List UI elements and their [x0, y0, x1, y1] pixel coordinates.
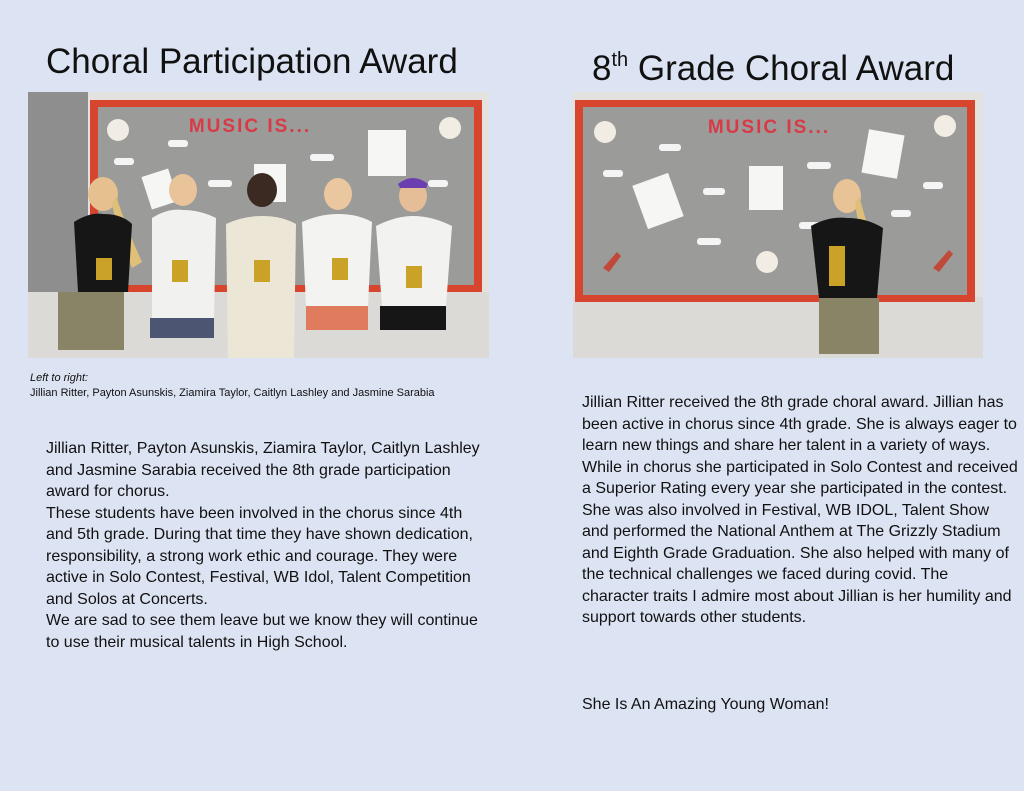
paragraph: Jillian Ritter received the 8th grade choral award. Jillian has been active in chorus since 4th grade. She is always eager to learn new things and share her talent in a variety of ways. While in chorus she participated in Solo Contest and received a Superior Rating every year she participated in the contest. She was also involved in Festival, WB IDOL, Talent Show and performed the National Anthem at The Grizzly Stadium and Eighth Grade Graduation. She also helped with many of the technical challenges we faced during covid. The character traits I admire most about Jillian is her humility and support towards other students. [582, 394, 1018, 626]
group-award-photo [28, 92, 489, 358]
closing-statement: She Is An Amazing Young Woman! [582, 696, 829, 713]
individual-award-photo [573, 92, 983, 358]
title-ordinal-suffix: th [611, 49, 629, 71]
right-award-title [592, 49, 954, 89]
left-award-description [46, 438, 486, 653]
paragraph: These students have been involved in the chorus since 4th and 5th grade. During that time they have shown dedication, responsibility, a strong work ethic and courage. They were active in Solo Contest, Festival, WB Idol, Talent Competition and Solos at Concerts. [46, 504, 473, 608]
board-heading: MUSIC IS... [707, 117, 831, 138]
left-award-title: Choral Participation Award [46, 42, 458, 81]
photo-caption [30, 371, 435, 401]
paragraph: Jillian Ritter, Payton Asunskis, Ziamira Taylor, Caitlyn Lashley and Jasmine Sarabia received the 8th grade participation award for chorus. [46, 440, 480, 500]
caption-label: Left to right: [30, 372, 89, 384]
board-heading: MUSIC IS... [188, 116, 312, 137]
right-award-description [582, 392, 1018, 629]
paragraph: We are sad to see them leave but we know they will continue to use their musical talents in High School. [46, 612, 478, 651]
caption-names: Jillian Ritter, Payton Asunskis, Ziamira Taylor, Caitlyn Lashley and Jasmine Sarabia [30, 387, 435, 399]
title-number: 8 [592, 49, 612, 88]
title-rest: Grade Choral Award [628, 49, 955, 88]
